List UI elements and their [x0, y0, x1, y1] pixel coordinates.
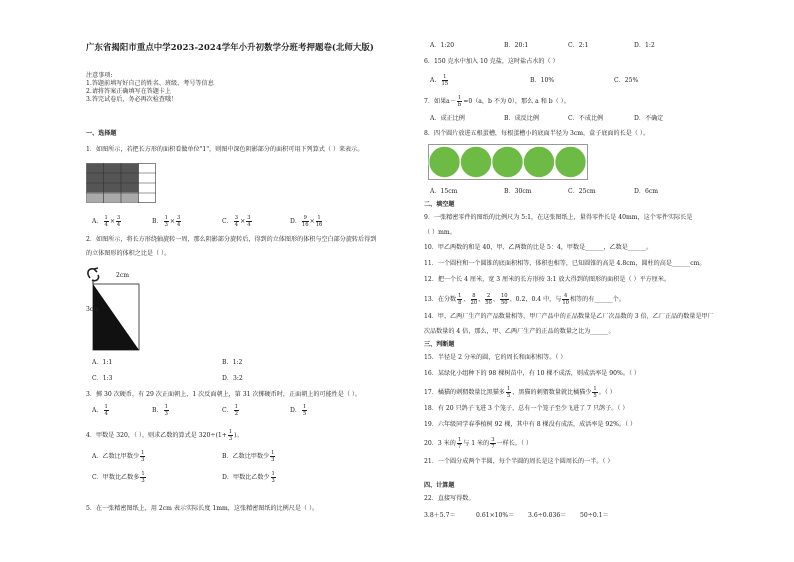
q4-option-d[interactable]: D．甲数比乙数少 $\frac{1}{3}$ — [222, 471, 275, 484]
circle — [555, 146, 586, 177]
q7-option-b[interactable]: B．成反比例 — [504, 115, 539, 122]
q5-option-d[interactable]: D．1:2 — [634, 42, 655, 49]
circle — [460, 146, 491, 177]
question-6: 6．150 克水中加入 10 克盐，这时盐占水的（ ） — [424, 58, 559, 65]
q4-option-a[interactable]: A．乙数比甲数少 $\frac{1}{3}$ — [92, 450, 145, 463]
question-17: 17．橘猫的刺猬数量比黑猫多 $\frac{1}{5}$ ，黑猫的刺猬数量就比橘猫少 $\frac{1}{5}$ 。（ ） — [424, 386, 616, 399]
note-item: 2.请将答案正确填写在答题卡上 — [86, 88, 172, 95]
q3-option-a[interactable]: A． $\frac{1}{4}$ — [92, 404, 108, 417]
question-2-line-1: 2．如图所示，将长方形绕轴旋转一周，那么阴影部分旋转后，得到的立体图形的体积与空白部分旋转后得到 — [86, 236, 377, 243]
q4-option-b[interactable]: B．乙数比甲数少 $\frac{1}{3}$ — [222, 450, 275, 463]
q8-option-b[interactable]: B．30cm — [504, 188, 532, 195]
exam-title: 广东省揭阳市重点中学2023-2024学年小升初数学分班考押题卷(北师大版) — [86, 42, 374, 52]
q2-option-d[interactable]: D．3:2 — [222, 375, 243, 382]
q1-option-d[interactable]: D． $\frac{9}{16}$ × $\frac{1}{16}$ — [290, 215, 323, 228]
calc-item: 3.8＋5.7＝ — [424, 512, 456, 519]
q2-option-b[interactable]: B．1:2 — [222, 359, 243, 366]
circle — [523, 146, 554, 177]
circle — [429, 146, 460, 177]
circle — [429, 146, 586, 177]
q1-option-b[interactable]: B． $\frac{1}{3}$ × $\frac{3}{4}$ — [152, 215, 181, 228]
q7-option-d[interactable]: D．不确定 — [634, 115, 664, 122]
shaded-rectangle-figure — [86, 163, 156, 203]
notes-heading: 注意事项: — [86, 72, 113, 79]
calc-item: 50÷0.1＝ — [580, 512, 609, 519]
calc-item: 0.61×10%＝ — [476, 512, 515, 519]
note-item: 3.答完试卷后，务必再次检查哦！ — [86, 96, 178, 103]
q3-option-c[interactable]: C． $\frac{1}{2}$ — [222, 404, 239, 417]
question-1: 1．如图所示，若把长方形的面积看做单位"1"，则图中深色阴影部分的面积可用下列算式（ ）来表示。 — [86, 146, 364, 153]
q1-option-a[interactable]: A． $\frac{1}{4}$ × $\frac{3}{4}$ — [92, 215, 121, 228]
q3-option-b[interactable]: B． $\frac{1}{3}$ — [152, 404, 168, 417]
height-label: 3cm — [86, 306, 100, 313]
section-heading: 四、计算题 — [424, 482, 455, 489]
question-14-line-1: 14．甲、乙两厂生产的产品数量相等，甲厂产品中的正品数量是乙厂次品数的 3 倍，乙厂正品的数量是甲厂 — [424, 313, 714, 320]
q6-option-a[interactable]: A． $\frac{1}{15}$ — [430, 74, 449, 87]
q6-option-c[interactable]: C．25% — [614, 77, 639, 84]
question-2-line-2: 的立体图形的体积之比是（ ）。 — [86, 250, 171, 257]
q8-option-c[interactable]: C．25cm — [568, 188, 596, 195]
question-19: 19．六年级同学春季植树 92 棵，其中有 8 棵没有成活，成活率是 92%。（ ） — [424, 421, 637, 428]
question-21: 21．一个圆分成两个半圆，每个半圆的周长是这个圆周长的一半。（ ） — [424, 458, 614, 465]
question-14-line-2: 次品数量的 4 倍，那么，甲、乙两厂生产的正品的数量之比为______。 — [424, 328, 615, 335]
question-13: 13．在分数 $\frac{1}{8}$ 、 $\frac{8}{20}$ 、 $\frac{2}{50}$ 、 $\frac{10}{50}$ 、0.2，0.4 中，与 $\frac{4}{10}$ 相等的有______个。 — [424, 293, 625, 306]
q5-option-c[interactable]: C．2:1 — [568, 42, 589, 49]
circles-in-box-figure — [428, 144, 588, 180]
question-5: 5．在一张精密图纸上，用 2cm 表示实际长度 1mm，这张精密图纸的比例尺是（ ）。 — [86, 505, 319, 512]
question-8: 8．四个圆片放进五根蛋槽，每根蛋槽小的底面半径为 3cm，盒子底面的长是（ ）。 — [424, 130, 649, 137]
question-10: 10．甲乙两数的和是 40，甲、乙两数的比是 5：4，甲数是______，乙数是______。 — [424, 244, 653, 251]
question-9-line-2: （ ）mm。 — [424, 229, 456, 236]
question-22: 22．直接写得数。 — [424, 495, 475, 502]
q8-option-a[interactable]: A．15cm — [430, 188, 458, 195]
question-4: 4．甲数是 320，（ ），则求乙数的算式是 320÷(1+ $\frac{1}{3}$ )。 — [86, 429, 243, 442]
width-label: 2cm — [116, 272, 130, 279]
question-11: 11．一个圆柱和一个圆锥的底面积相等，体积也相等，已知圆锥的高是 4.8cm，圆柱的高是______cm。 — [424, 260, 706, 267]
q5-option-b[interactable]: B．20:1 — [504, 42, 529, 49]
q8-option-d[interactable]: D．6cm — [634, 188, 659, 195]
question-12: 12．把一个长 4 厘米，宽 3 厘米的长方形按 3:1 放大得到的图形的面积是（ ）平方厘米。 — [424, 276, 671, 283]
q4-option-c[interactable]: C．甲数比乙数多 $\frac{1}{3}$ — [92, 471, 145, 484]
q1-option-c[interactable]: C． $\frac{3}{4}$ × $\frac{3}{4}$ — [222, 215, 251, 228]
question-3: 3．掷 30 次硬币，有 29 次正面朝上，1 次反面朝上，第 31 次掷硬币时，正面朝上的可能性是（ ）。 — [86, 391, 362, 398]
calc-item: 3.6÷0.036＝ — [528, 512, 567, 519]
section-heading: 一、选择题 — [86, 130, 117, 137]
q3-option-d[interactable]: D． $\frac{1}{5}$ — [290, 404, 307, 417]
note-item: 1.答题前填写好自己的姓名、班级、考号等信息 — [86, 80, 214, 87]
q7-option-c[interactable]: C．不成比例 — [568, 115, 604, 122]
q7-option-a[interactable]: A．成正比例 — [430, 115, 465, 122]
question-18: 18．有 20 只鸽子飞进 3 个笼子，总有一个笼子至少飞进了 7 只鸽子。（ ） — [424, 405, 629, 412]
section-heading: 二、填空题 — [424, 201, 455, 208]
question-20: 20．3 米的 $\frac{1}{7}$ 与 1 米的 $\frac{3}{7}$ 一样长。（ ） — [424, 437, 532, 450]
question-7: 7．如果a－ $\frac{1}{b}$ =0（a，b 不为 0），那么 a 和 b（ ）。 — [424, 95, 570, 108]
section-heading: 三、判断题 — [424, 341, 455, 348]
circle — [492, 146, 523, 177]
question-15: 15．半径是 2 分米的圆，它的周长和面积相等。（ ） — [424, 354, 567, 361]
q5-option-a[interactable]: A．1:20 — [430, 42, 455, 49]
q2-option-c[interactable]: C．1:3 — [92, 375, 113, 382]
question-16: 16．某绿化小组种下的 98 棵树苗中，有 10 棵不成活，则成活率是 90%。（ ） — [424, 370, 641, 377]
question-9-line-1: 9．一张精密零件的图纸的比例尺为 5:1，在这张图纸上，量得零件长是 40mm，这个零件实际长是 — [424, 214, 693, 221]
q6-option-b[interactable]: B．10% — [530, 77, 555, 84]
q2-option-a[interactable]: A．1:1 — [92, 359, 113, 366]
